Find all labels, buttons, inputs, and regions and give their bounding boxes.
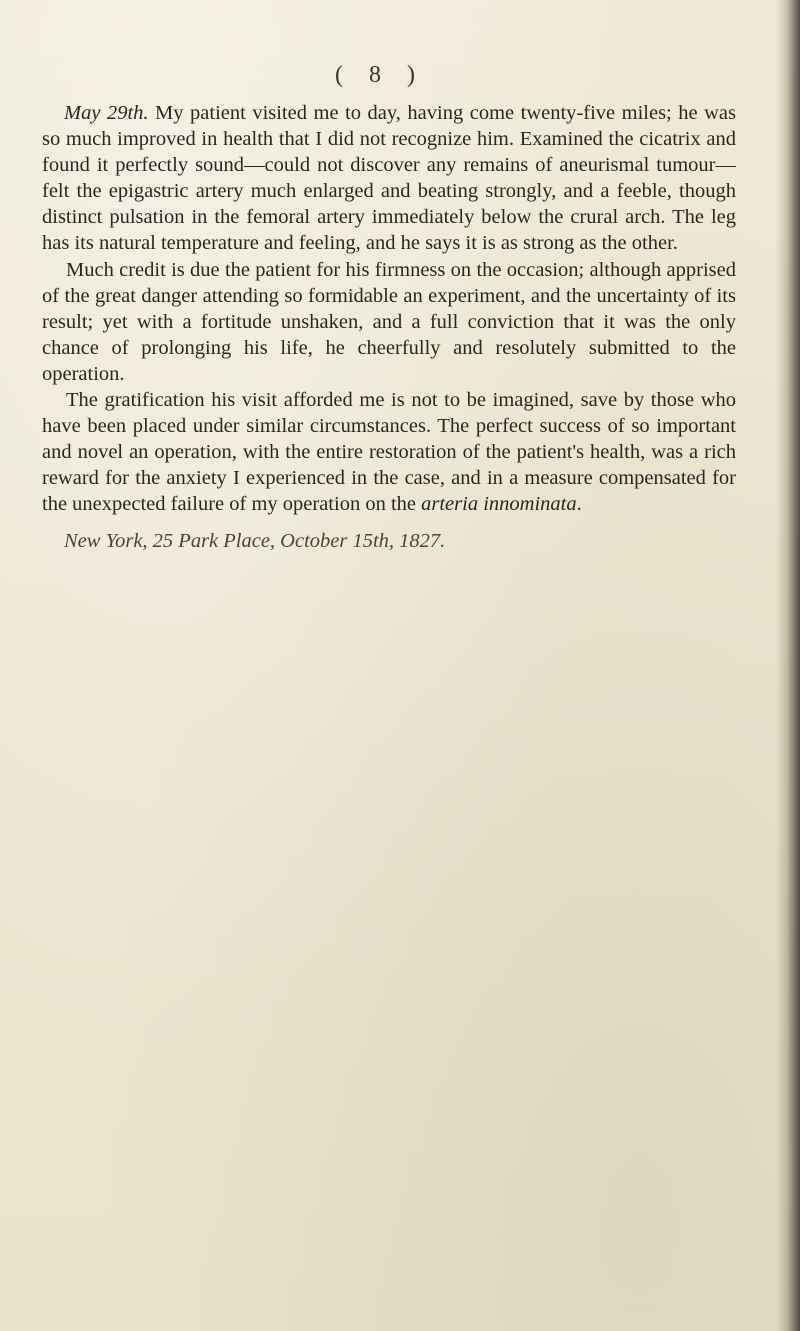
body-text bbox=[42, 100, 736, 554]
paragraph-3 bbox=[42, 387, 736, 517]
paragraph-3-end: . bbox=[576, 493, 582, 516]
book-spine-shadow bbox=[776, 0, 800, 1331]
entry-date: May 29th. bbox=[64, 102, 149, 124]
anatomical-term: arteria innominata bbox=[421, 493, 577, 516]
paragraph-1 bbox=[42, 100, 736, 257]
page-number: ( 8 ) bbox=[335, 62, 425, 88]
paragraph-3-text: The gratification his visit afforded me is not to be imagined, save by those who have been placed under similar circumstances. The perfect success of so important and novel an operation, with the entire restoration of the patient's health, was a rich reward for the anxiety I experienced in the case, and in a measure compensated for the unexpected failure of my operation on the bbox=[42, 389, 736, 516]
paragraph-1-text: My patient visited me to day, having come twenty-five miles; he was so much improved in health that I did not recognize him. Examined the cicatrix and found it perfectly sound—could not discover any remains of aneurismal tumour—felt the epigastric artery much enlarged and beating strongly, and a feeble, though distinct pulsation in the femoral artery immediately below the crural arch. The leg has its natural temperature and feeling, and he says it is as strong as the other. bbox=[42, 102, 737, 255]
paragraph-2: Much credit is due the patient for his firmness on the occasion; although apprised of the great danger attending so formidable an experiment, and the uncertainty of its result; yet with a fortitude unshaken, and a full conviction that it was the only chance of prolonging his life, he cheerfully and resolutely submitted to the operation. bbox=[42, 258, 736, 385]
signoff: New York, 25 Park Place, October 15th, 1827. bbox=[64, 529, 446, 552]
